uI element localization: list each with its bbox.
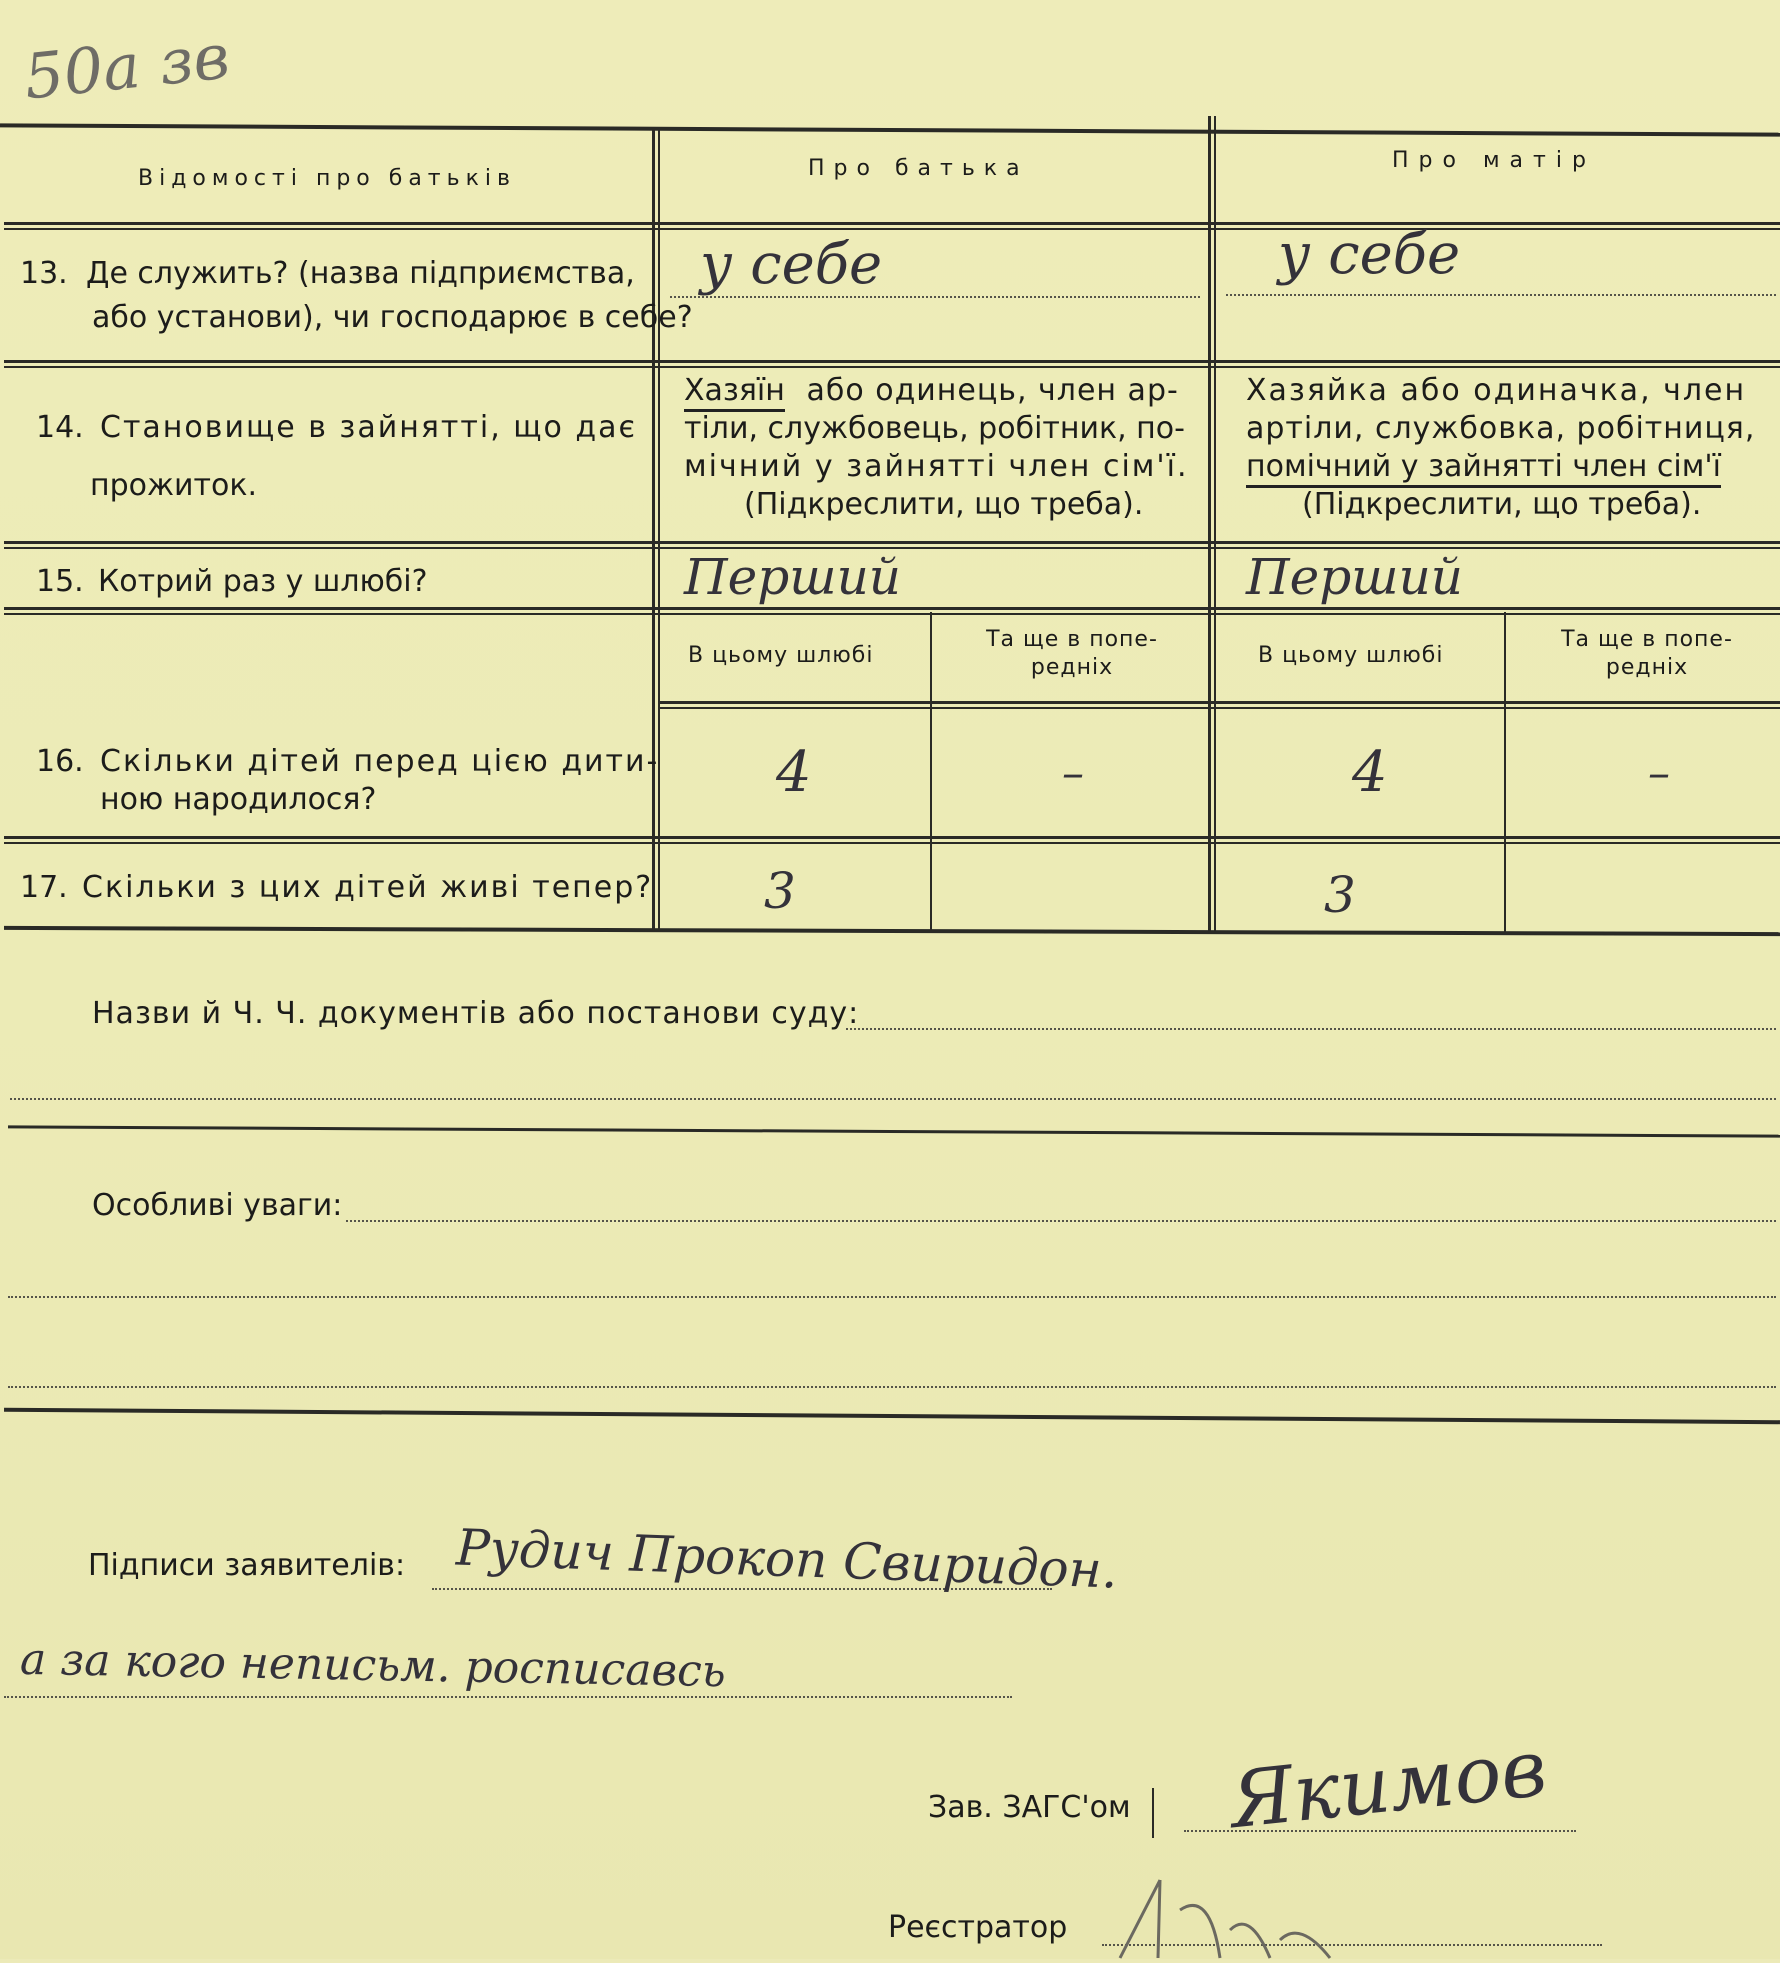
q14-mother-options <box>1246 372 1766 524</box>
rule-16-bottom <box>4 836 1780 839</box>
q17-text: Скільки з цих дітей живі тепер? <box>82 870 654 905</box>
sub-father-prev <box>944 626 1200 682</box>
sub-mother-prev-line2: редніх <box>1605 655 1689 680</box>
col-divider-mother-sub <box>1504 612 1506 932</box>
rule-13-bottom-2 <box>4 366 1780 368</box>
q14-mother-underlined: помічний у зайнятті член сім'ї <box>1246 449 1721 488</box>
notes-dotline-2 <box>8 1296 1776 1298</box>
rule-top <box>0 123 1780 136</box>
col-divider-2 <box>1208 116 1211 932</box>
q15-num: 15. <box>36 564 84 599</box>
corner-note: 50а зв <box>20 19 233 114</box>
sub-mother-prev <box>1518 626 1776 682</box>
rule-13-bottom <box>4 360 1780 363</box>
signatures-value: Рудич Прокоп Свиридон. <box>455 1518 1119 1600</box>
rule-table-bottom <box>4 926 1780 936</box>
q14-father-line2: тіли, службовець, робітник, по- <box>684 411 1185 446</box>
rule-subheader-bottom <box>660 701 1780 704</box>
q13-mother-dotline <box>1226 294 1776 296</box>
q16-mother-this: 4 <box>1352 740 1388 805</box>
q13-line2: або установи), чи господарює в себе? <box>92 300 693 335</box>
head-label: Зав. ЗАГС'ом <box>928 1790 1131 1825</box>
q14-father-line4: (Підкреслити, що треба). <box>744 487 1144 522</box>
q17-num: 17. <box>20 870 68 905</box>
col-divider-2b <box>1214 116 1216 932</box>
q14-father-line3: мічний у зайнятті член сім'ї. <box>684 449 1189 484</box>
sub-father-prev-line1: Та ще в попе- <box>986 627 1158 652</box>
notes-dotline-3 <box>8 1386 1776 1388</box>
col-divider-father-sub <box>930 612 932 932</box>
documents-label: Назви й Ч. Ч. документів або постанови суду: <box>92 996 860 1031</box>
rule-header-bottom <box>4 222 1780 225</box>
q16-line2: ною народилося? <box>100 782 377 817</box>
q17-mother-this: 3 <box>1324 866 1356 924</box>
q15-father-answer: Перший <box>684 548 901 606</box>
header-info: Відомості про батьків <box>138 166 516 191</box>
q14-mother-line2: артіли, службовка, робітниця, <box>1246 411 1756 446</box>
q15-text: Котрий раз у шлюбі? <box>98 564 428 599</box>
rule-documents-bottom <box>8 1125 1780 1137</box>
sub-mother-this: В цьому шлюбі <box>1258 643 1444 668</box>
q16-father-prev: – <box>1062 748 1084 799</box>
notes-dotline-1 <box>346 1220 1776 1222</box>
registrar-label: Реєстратор <box>888 1910 1068 1945</box>
q16-mother-prev: – <box>1648 748 1670 799</box>
sub-father-this: В цьому шлюбі <box>688 643 874 668</box>
q14-father-line1-rest: або одинець, член ар- <box>806 373 1179 408</box>
signatures-line2: а за кого неписьм. росписавсь <box>19 1633 727 1698</box>
q14-mother-line1: Хазяйка або одиначка, член <box>1246 373 1747 408</box>
q14-line2: прожиток. <box>90 468 258 503</box>
q14-mother-line4: (Підкреслити, що треба). <box>1302 487 1702 522</box>
q14-mother-line3 <box>1246 448 1766 486</box>
registrar-signature-svg <box>1100 1850 1400 1959</box>
rule-16-bottom-2 <box>4 842 1780 844</box>
rule-header-bottom-2 <box>4 228 1780 230</box>
header-mother: Про матір <box>1392 148 1596 173</box>
q13-mother-answer: у себе <box>1278 222 1461 287</box>
q13-line1: Де служить? (назва підприємства, <box>86 256 635 291</box>
signatures-label: Підписи заявителів: <box>88 1548 406 1583</box>
q14-line1: Становище в зайнятті, що дає <box>100 410 638 445</box>
col-divider-1b <box>658 130 660 930</box>
sub-father-prev-line2: редніх <box>1030 655 1114 680</box>
documents-dotline-2 <box>10 1098 1776 1100</box>
q14-father-underlined: Хазяїн <box>684 373 785 412</box>
q13-father-answer: у себе <box>700 232 883 297</box>
q13-num: 13. <box>20 256 68 291</box>
rule-15-bottom-2 <box>4 613 1780 615</box>
rule-subheader-bottom-2 <box>660 707 1780 709</box>
q14-father-line1 <box>684 372 1184 410</box>
q16-num: 16. <box>36 744 84 779</box>
documents-dotline-1 <box>846 1028 1776 1030</box>
signatures-dotline-2 <box>4 1696 1012 1698</box>
q14-num: 14. <box>36 410 84 445</box>
q17-father-this: 3 <box>764 862 796 920</box>
q16-line1: Скільки дітей перед цією дити- <box>100 744 660 779</box>
rule-15-bottom <box>4 607 1780 610</box>
col-divider-1 <box>652 130 655 930</box>
q14-father-options <box>684 372 1189 524</box>
notes-label: Особливі уваги: <box>92 1188 343 1223</box>
q16-father-this: 4 <box>776 740 812 805</box>
header-father: Про батька <box>808 156 1029 181</box>
rule-notes-bottom <box>4 1408 1780 1424</box>
head-bracket <box>1152 1788 1154 1838</box>
sub-mother-prev-line1: Та ще в попе- <box>1561 627 1733 652</box>
rule-14-bottom <box>4 541 1780 544</box>
head-signature: Якимов <box>1226 1723 1551 1847</box>
q15-mother-answer: Перший <box>1246 548 1463 606</box>
registrar-signature-strokes <box>1100 1850 1400 1959</box>
